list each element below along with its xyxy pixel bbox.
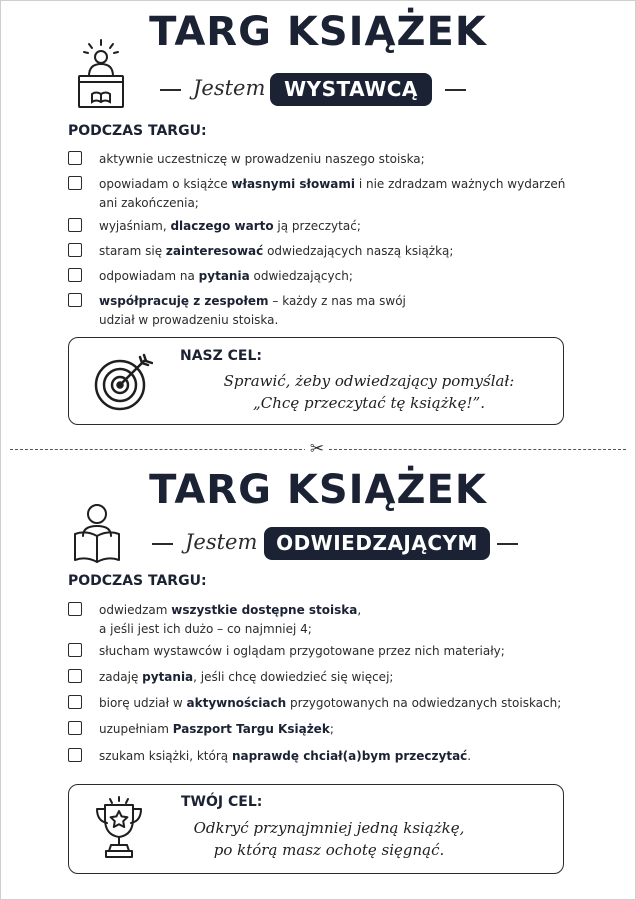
- goal-box: [68, 784, 564, 874]
- during-fair-heading: PODCZAS TARGU:: [68, 573, 207, 589]
- page-title: TARG KSIĄŻEK: [149, 9, 487, 55]
- text-segment: biorę udział w: [99, 696, 187, 710]
- text-segment: ją przeczytać;: [273, 219, 361, 233]
- checklist-item-line: a jeśli jest ich dużo – co najmniej 4;: [99, 622, 312, 636]
- emphasized-text: własnymi słowami: [231, 177, 356, 191]
- role-prefix: Jestem: [185, 530, 258, 554]
- role-row: [0, 526, 636, 562]
- emphasized-text: naprawdę chciał(a)bym przeczytać: [231, 749, 468, 763]
- text-segment: aktywnie uczestniczę w prowadzeniu naszego stoiska;: [99, 152, 425, 166]
- checklist-item-text: [99, 694, 569, 713]
- checklist-item-text: [99, 292, 429, 330]
- text-segment: uzupełniam: [99, 722, 173, 736]
- left-dash: [160, 89, 181, 91]
- checkbox[interactable]: [68, 695, 82, 709]
- checkbox[interactable]: [68, 669, 82, 683]
- goal-box: [68, 337, 564, 425]
- checkbox[interactable]: [68, 218, 82, 232]
- text-segment: ;: [329, 722, 334, 736]
- text-segment: zadaję: [99, 670, 143, 684]
- role-prefix: Jestem: [193, 76, 266, 100]
- text-segment: i nie zdradzam ważnych wydarzeń ani zakończenia;: [99, 177, 566, 210]
- visitor-card: [0, 462, 636, 900]
- emphasized-text: współpracuję z zespołem: [99, 294, 269, 308]
- page-title: TARG KSIĄŻEK: [149, 467, 487, 513]
- checklist-item-text: [99, 747, 569, 766]
- right-dash: [445, 89, 466, 91]
- checkbox[interactable]: [68, 151, 82, 165]
- goal-text: [159, 817, 499, 861]
- goal-text: [189, 370, 549, 414]
- checkbox[interactable]: [68, 176, 82, 190]
- exhibitor-card: [0, 0, 636, 440]
- emphasized-text: pytania: [142, 670, 194, 684]
- text-segment: ,: [357, 603, 362, 617]
- checkbox[interactable]: [68, 243, 82, 257]
- checklist-item-text: [99, 150, 569, 169]
- goal-title: NASZ CEL:: [180, 348, 263, 364]
- checklist-item-text: [99, 601, 569, 639]
- during-fair-heading: PODCZAS TARGU:: [68, 123, 207, 139]
- checklist-item-text: [99, 175, 569, 213]
- text-segment: – każdy z nas ma swój udział w prowadzeniu stoiska.: [99, 294, 406, 327]
- checkbox[interactable]: [68, 293, 82, 307]
- goal-line-1: Sprawić, żeby odwiedzający pomyślał:: [223, 372, 515, 390]
- scissors-icon: ✂: [305, 439, 329, 459]
- text-segment: szukam książki, którą: [99, 749, 232, 763]
- checklist-item-text: [99, 720, 569, 739]
- text-segment: .: [467, 749, 472, 763]
- checkbox[interactable]: [68, 268, 82, 282]
- goal-line-2: „Chcę przeczytać tę książkę!”.: [253, 394, 485, 412]
- text-segment: odpowiadam na: [99, 269, 199, 283]
- role-badge: ODWIEDZAJĄCYM: [264, 527, 490, 560]
- text-segment: staram się: [99, 244, 166, 258]
- target-with-arrow-icon: [91, 352, 153, 418]
- role-badge: WYSTAWCĄ: [270, 73, 432, 106]
- emphasized-text: pytania: [198, 269, 250, 283]
- checkbox[interactable]: [68, 643, 82, 657]
- checklist-item-text: [99, 217, 569, 236]
- text-segment: przygotowanych na odwiedzanych stoiskach;: [286, 696, 562, 710]
- checklist-item-line: [99, 601, 569, 620]
- role-row: [0, 72, 636, 108]
- text-segment: słucham wystawców i oglądam przygotowane przez nich materiały;: [99, 644, 505, 658]
- checkbox[interactable]: [68, 721, 82, 735]
- goal-line-2: po którą masz ochotę sięgnąć.: [213, 841, 445, 859]
- checkbox[interactable]: [68, 748, 82, 762]
- checklist-item-text: [99, 642, 569, 661]
- left-dash: [152, 543, 173, 545]
- goal-title: TWÓJ CEL:: [181, 794, 263, 810]
- emphasized-text: Paszport Targu Książek: [172, 722, 330, 736]
- checklist-item-text: [99, 668, 569, 687]
- text-segment: wyjaśniam,: [99, 219, 171, 233]
- right-dash: [497, 543, 518, 545]
- text-segment: odwiedzających naszą książką;: [263, 244, 454, 258]
- emphasized-text: dlaczego warto: [170, 219, 274, 233]
- text-segment: , jeśli chcę dowiedzieć się więcej;: [193, 670, 394, 684]
- emphasized-text: zainteresować: [165, 244, 264, 258]
- goal-line-1: Odkryć przynajmniej jedną książkę,: [193, 819, 465, 837]
- emphasized-text: aktywnościach: [186, 696, 287, 710]
- emphasized-text: wszystkie dostępne stoiska: [171, 603, 358, 617]
- trophy-star-icon: [91, 795, 147, 865]
- checkbox[interactable]: [68, 602, 82, 616]
- checklist-item-text: [99, 242, 569, 261]
- checklist-item-text: [99, 267, 569, 286]
- text-segment: odwiedzam: [99, 603, 172, 617]
- text-segment: opowiadam o książce: [99, 177, 232, 191]
- text-segment: odwiedzających;: [249, 269, 353, 283]
